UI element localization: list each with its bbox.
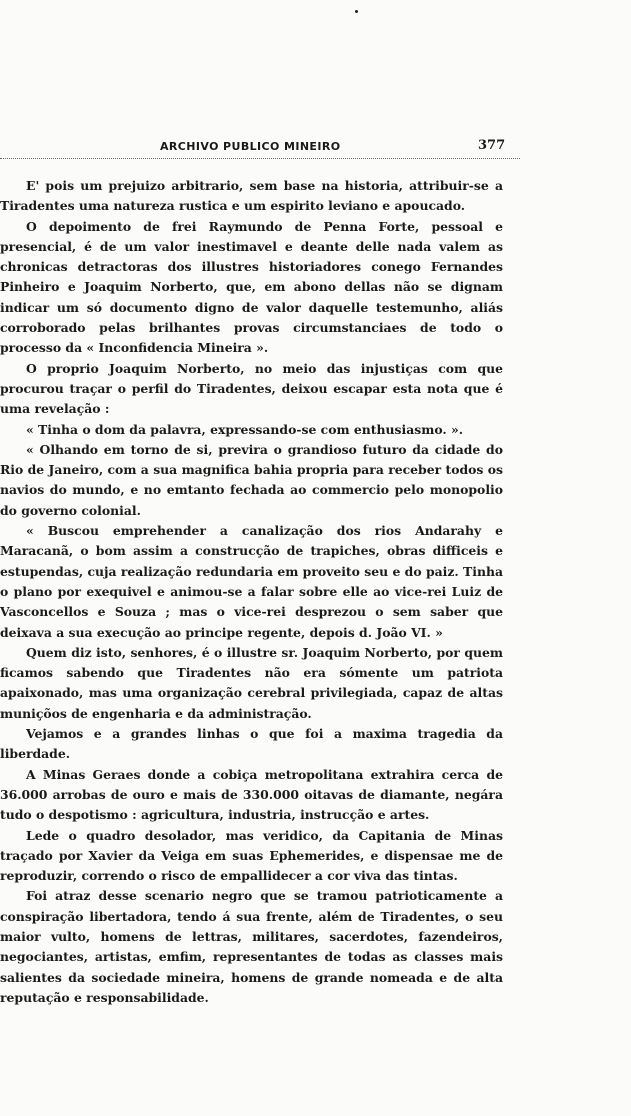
body-text <box>0 176 503 1008</box>
paragraph: Vejamos e a grandes linhas o que foi a maxima tragedia da liberdade. <box>0 726 503 762</box>
quote-paragraph: « Buscou emprehender a canalização dos rios Andarahy e Maracanã, o bom assim a construcção de trapiches, obras difficeis e estupendas, cuja realização redundaria em proveito seu e do paiz. Tinha o plano por exequivel e animou-se a falar sobre elle ao vice-rei Luiz de Vasconcellos e Souza ; mas o vice-rei desprezou o sem saber que deixava a sua execução ao principe regente, depois d. João VI. » <box>0 523 503 640</box>
header-rule <box>0 158 520 159</box>
ink-speck <box>355 10 358 13</box>
paragraph: Lede o quadro desolador, mas veridico, da Capitania de Minas traçado por Xavier da Veiga em suas Ephemerides, e dispensae me de reproduzir, correndo o risco de empallidecer a cor viva das tintas. <box>0 827 503 884</box>
paragraph: Foi atraz desse scenario negro que se tramou patrioticamente a conspiração libertadora, tendo á sua frente, além de Tiradentes, o seu maior vulto, homens de lettras, militares, sacerdotes, fazendeiros, negociantes, artistas, emfim, representantes de todas as classes mais salientes da sociedade mineira, homens de grande nomeada e de alta reputação e responsabilidade. <box>0 888 503 1005</box>
paragraph: Quem diz isto, senhores, é o illustre sr. Joaquim Norberto, por quem ficamos sabendo que Tiradentes não era sómente um patriota apaixonado, mas uma organização cerebral privilegiada, capaz de altas muniçõos de engenharia e da administração. <box>0 644 503 721</box>
running-header <box>0 136 631 158</box>
paragraph: A Minas Geraes donde a cobiça metropolitana extrahira cerca de 36.000 arrobas de ouro e mais de 330.000 oitavas de diamante, negára tudo o despotismo : agricultura, industria, instrucção e artes. <box>0 766 503 823</box>
quote-paragraph: « Tinha o dom da palavra, expressando-se com enthusiasmo. ». <box>26 421 464 437</box>
page-number: 377 <box>478 138 506 153</box>
quote-paragraph: « Olhando em torno de si, previra o grandioso futuro da cidade do Rio de Janeiro, com a sua magnifica bahia propria para receber todos os navios do mundo, e no emtanto fechada ao commercio pelo monopolio do governo colonial. <box>0 441 503 518</box>
paragraph: E' pois um prejuizo arbitrario, sem base na historia, attribuir-se a Tiradentes uma natureza rustica e um espirito leviano e apoucado. <box>0 178 503 214</box>
paragraph: O proprio Joaquim Norberto, no meio das injustiças com que procurou traçar o perfil do Tiradentes, deixou escapar esta nota que é uma revelação : <box>0 360 503 417</box>
paragraph: O depoimento de frei Raymundo de Penna Forte, pessoal e presencial, é de um valor inestimavel e deante delle nada valem as chronicas detractoras dos illustres historiadores conego Fernandes Pinheiro e Joaquim Norberto, que, em abono dellas não se dignam indicar um só documento digno de valor daquelle testemunho, aliás corroborado pelas brilhantes provas circumstanciaes de todo o processo da « Inconfidencia Mineira ». <box>0 218 503 356</box>
header-title: ARCHIVO PUBLICO MINEIRO <box>160 140 341 153</box>
